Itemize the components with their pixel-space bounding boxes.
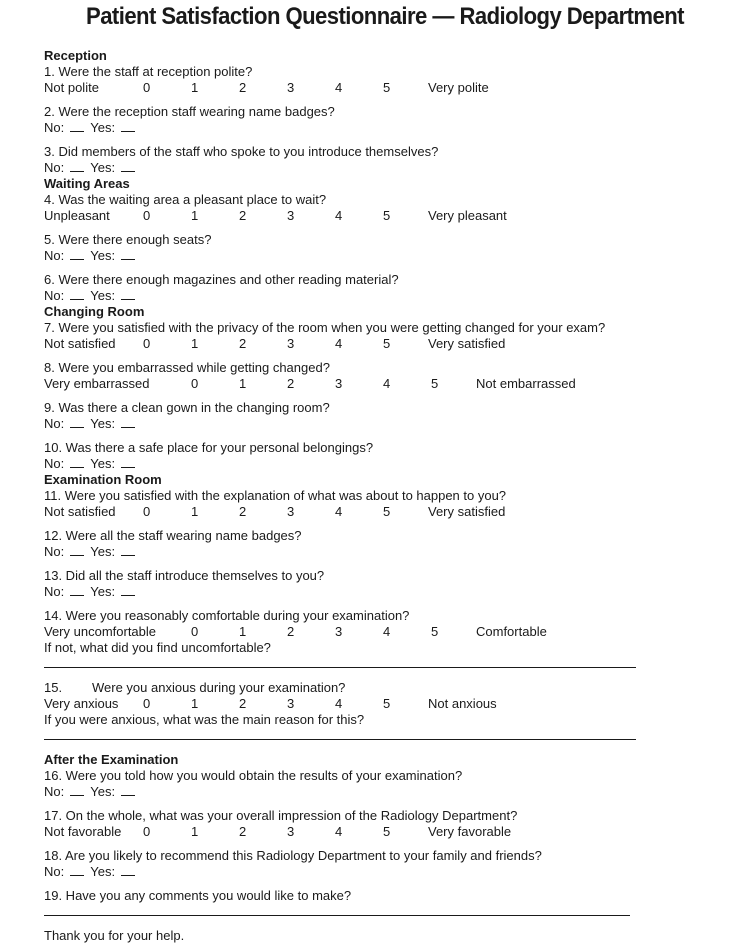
yes-no-answer-q10 (44, 456, 724, 472)
yes-answer-blank[interactable] (121, 416, 135, 428)
spacer (44, 136, 724, 144)
no-label: No: (44, 456, 65, 471)
rating-scale-q1 (44, 80, 724, 96)
scale-low-label: Not favorable (44, 824, 122, 839)
yes-label: Yes: (90, 864, 116, 879)
yes-no-answer-q12 (44, 544, 724, 560)
rating-scale-q4 (44, 208, 724, 224)
no-label: No: (44, 288, 65, 303)
scale-low-label: Very uncomfortable (44, 624, 157, 639)
scale-option-3[interactable]: 3 (335, 624, 343, 639)
yes-answer-blank[interactable] (121, 584, 135, 596)
no-answer-blank[interactable] (70, 584, 84, 596)
yes-no-answer-q18 (44, 864, 724, 880)
question-q11: 11. Were you satisfied with the explanation of what was about to happen to you? (44, 488, 507, 503)
spacer (44, 432, 724, 440)
followup-question-q14: If not, what did you find uncomfortable? (44, 640, 271, 655)
question-q4: 4. Was the waiting area a pleasant place to wait? (44, 192, 327, 207)
question-q9: 9. Was there a clean gown in the changing room? (44, 400, 330, 415)
rating-scale-q17 (44, 824, 724, 840)
no-answer-blank[interactable] (70, 288, 84, 300)
scale-option-3[interactable]: 3 (287, 696, 295, 711)
scale-option-2[interactable]: 2 (239, 504, 247, 519)
scale-option-3[interactable]: 3 (287, 824, 295, 839)
scale-low-label: Not satisfied (44, 504, 116, 519)
spacer (44, 800, 724, 808)
closing-note: Thank you for your help. (44, 928, 185, 943)
yes-label: Yes: (90, 416, 116, 431)
spacer (44, 264, 724, 272)
answer-line[interactable] (44, 656, 724, 672)
no-label: No: (44, 544, 65, 559)
section-heading-reception: Reception (44, 48, 107, 63)
question-q5: 5. Were there enough seats? (44, 232, 212, 247)
no-answer-blank[interactable] (70, 784, 84, 796)
scale-low-label: Very anxious (44, 696, 119, 711)
question-number: 15. (44, 680, 63, 695)
scale-high-label: Very satisfied (428, 504, 506, 519)
scale-option-5[interactable]: 5 (383, 336, 391, 351)
yes-label: Yes: (90, 160, 116, 175)
scale-option-0[interactable]: 0 (143, 208, 151, 223)
scale-option-1[interactable]: 1 (191, 696, 199, 711)
scale-option-0[interactable]: 0 (191, 624, 199, 639)
scale-high-label: Not embarrassed (476, 376, 576, 391)
scale-option-0[interactable]: 0 (143, 80, 151, 95)
scale-low-label: Very embarrassed (44, 376, 150, 391)
yes-no-answer-q9 (44, 416, 724, 432)
scale-option-3[interactable]: 3 (287, 336, 295, 351)
scale-option-0[interactable]: 0 (191, 376, 199, 391)
question-q3: 3. Did members of the staff who spoke to you introduce themselves? (44, 144, 439, 159)
rating-scale-q8 (44, 376, 724, 392)
yes-answer-blank[interactable] (121, 544, 135, 556)
no-label: No: (44, 784, 65, 799)
no-answer-blank[interactable] (70, 416, 84, 428)
no-label: No: (44, 864, 65, 879)
followup-question-q15: If you were anxious, what was the main reason for this? (44, 712, 365, 727)
yes-answer-blank[interactable] (121, 120, 135, 132)
yes-label: Yes: (90, 120, 116, 135)
scale-option-1[interactable]: 1 (191, 80, 199, 95)
scale-option-5[interactable]: 5 (383, 824, 391, 839)
scale-option-5[interactable]: 5 (383, 504, 391, 519)
scale-option-2[interactable]: 2 (239, 696, 247, 711)
scale-option-3[interactable]: 3 (335, 376, 343, 391)
yes-answer-blank[interactable] (121, 248, 135, 260)
scale-option-2[interactable]: 2 (239, 336, 247, 351)
yes-no-answer-q16 (44, 784, 724, 800)
spacer (44, 880, 724, 888)
yes-label: Yes: (90, 784, 116, 799)
no-label: No: (44, 120, 65, 135)
spacer (44, 672, 724, 680)
question-q10: 10. Was there a safe place for your personal belongings? (44, 440, 374, 455)
scale-option-2[interactable]: 2 (287, 624, 295, 639)
scale-option-4[interactable]: 4 (383, 624, 391, 639)
question-q15 (44, 680, 724, 696)
no-answer-blank[interactable] (70, 456, 84, 468)
scale-option-4[interactable]: 4 (335, 696, 343, 711)
yes-answer-blank[interactable] (121, 160, 135, 172)
scale-option-4[interactable]: 4 (335, 824, 343, 839)
scale-option-2[interactable]: 2 (239, 80, 247, 95)
yes-label: Yes: (90, 248, 116, 263)
spacer (44, 224, 724, 232)
scale-high-label: Comfortable (476, 624, 547, 639)
question-q8: 8. Were you embarrassed while getting changed? (44, 360, 330, 375)
scale-option-0[interactable]: 0 (143, 504, 151, 519)
scale-high-label: Very pleasant (428, 208, 507, 223)
scale-high-label: Not anxious (428, 696, 497, 711)
yes-label: Yes: (90, 584, 116, 599)
scale-option-5[interactable]: 5 (383, 80, 391, 95)
no-answer-blank[interactable] (70, 248, 84, 260)
question-q7: 7. Were you satisfied with the privacy of the room when you were getting changed for your exam? (44, 320, 606, 335)
yes-no-answer-q6 (44, 288, 724, 304)
rating-scale-q11 (44, 504, 724, 520)
spacer (44, 600, 724, 608)
no-label: No: (44, 584, 65, 599)
spacer (44, 352, 724, 360)
spacer (44, 560, 724, 568)
scale-option-1[interactable]: 1 (191, 824, 199, 839)
scale-option-1[interactable]: 1 (191, 336, 199, 351)
scale-option-0[interactable]: 0 (143, 824, 151, 839)
spacer (44, 920, 724, 928)
yes-no-answer-q2 (44, 120, 724, 136)
yes-label: Yes: (90, 288, 116, 303)
scale-option-5[interactable]: 5 (431, 624, 439, 639)
question-q6: 6. Were there enough magazines and other reading material? (44, 272, 399, 287)
rating-scale-q7 (44, 336, 724, 352)
scale-option-5[interactable]: 5 (431, 376, 439, 391)
scale-high-label: Very satisfied (428, 336, 506, 351)
question-text: Were you anxious during your examination? (92, 680, 346, 695)
scale-option-4[interactable]: 4 (335, 504, 343, 519)
question-q16: 16. Were you told how you would obtain the results of your examination? (44, 768, 463, 783)
no-label: No: (44, 160, 65, 175)
rating-scale-q15 (44, 696, 724, 712)
yes-answer-blank[interactable] (121, 456, 135, 468)
yes-answer-blank[interactable] (121, 288, 135, 300)
scale-option-1[interactable]: 1 (191, 208, 199, 223)
scale-option-4[interactable]: 4 (335, 80, 343, 95)
scale-option-1[interactable]: 1 (191, 504, 199, 519)
scale-high-label: Very polite (428, 80, 489, 95)
questionnaire-form (44, 48, 724, 944)
spacer (44, 744, 724, 752)
question-q17: 17. On the whole, what was your overall impression of the Radiology Department? (44, 808, 518, 823)
scale-option-0[interactable]: 0 (143, 336, 151, 351)
question-q19: 19. Have you any comments you would like to make? (44, 888, 352, 903)
scale-option-2[interactable]: 2 (239, 824, 247, 839)
spacer (44, 520, 724, 528)
scale-low-label: Not satisfied (44, 336, 116, 351)
page-title: Patient Satisfaction Questionnaire — Radiology Department (86, 3, 684, 30)
scale-option-2[interactable]: 2 (239, 208, 247, 223)
question-q13: 13. Did all the staff introduce themselves to you? (44, 568, 325, 583)
yes-label: Yes: (90, 544, 116, 559)
question-q2: 2. Were the reception staff wearing name badges? (44, 104, 335, 119)
question-q18: 18. Are you likely to recommend this Radiology Department to your family and friends? (44, 848, 542, 863)
scale-option-0[interactable]: 0 (143, 696, 151, 711)
scale-option-5[interactable]: 5 (383, 696, 391, 711)
scale-option-3[interactable]: 3 (287, 504, 295, 519)
yes-answer-blank[interactable] (121, 864, 135, 876)
scale-option-3[interactable]: 3 (287, 208, 295, 223)
no-answer-blank[interactable] (70, 544, 84, 556)
question-q12: 12. Were all the staff wearing name badges? (44, 528, 302, 543)
section-heading-exam: Examination Room (44, 472, 162, 487)
scale-low-label: Not polite (44, 80, 99, 95)
scale-option-1[interactable]: 1 (239, 624, 247, 639)
scale-option-3[interactable]: 3 (287, 80, 295, 95)
scale-option-1[interactable]: 1 (239, 376, 247, 391)
no-label: No: (44, 248, 65, 263)
no-answer-blank[interactable] (70, 864, 84, 876)
scale-option-2[interactable]: 2 (287, 376, 295, 391)
answer-line[interactable] (44, 904, 724, 920)
no-answer-blank[interactable] (70, 160, 84, 172)
rating-scale-q14 (44, 624, 724, 640)
yes-label: Yes: (90, 456, 116, 471)
section-heading-waiting: Waiting Areas (44, 176, 130, 191)
spacer (44, 392, 724, 400)
no-answer-blank[interactable] (70, 120, 84, 132)
answer-line[interactable] (44, 728, 724, 744)
question-q14: 14. Were you reasonably comfortable during your examination? (44, 608, 410, 623)
section-heading-changing: Changing Room (44, 304, 145, 319)
section-heading-after: After the Examination (44, 752, 179, 767)
yes-no-answer-q13 (44, 584, 724, 600)
scale-high-label: Very favorable (428, 824, 512, 839)
scale-option-4[interactable]: 4 (335, 336, 343, 351)
question-q1: 1. Were the staff at reception polite? (44, 64, 253, 79)
spacer (44, 96, 724, 104)
scale-option-4[interactable]: 4 (335, 208, 343, 223)
spacer (44, 840, 724, 848)
no-label: No: (44, 416, 65, 431)
scale-option-4[interactable]: 4 (383, 376, 391, 391)
yes-answer-blank[interactable] (121, 784, 135, 796)
yes-no-answer-q3 (44, 160, 724, 176)
scale-option-5[interactable]: 5 (383, 208, 391, 223)
yes-no-answer-q5 (44, 248, 724, 264)
scale-low-label: Unpleasant (44, 208, 110, 223)
